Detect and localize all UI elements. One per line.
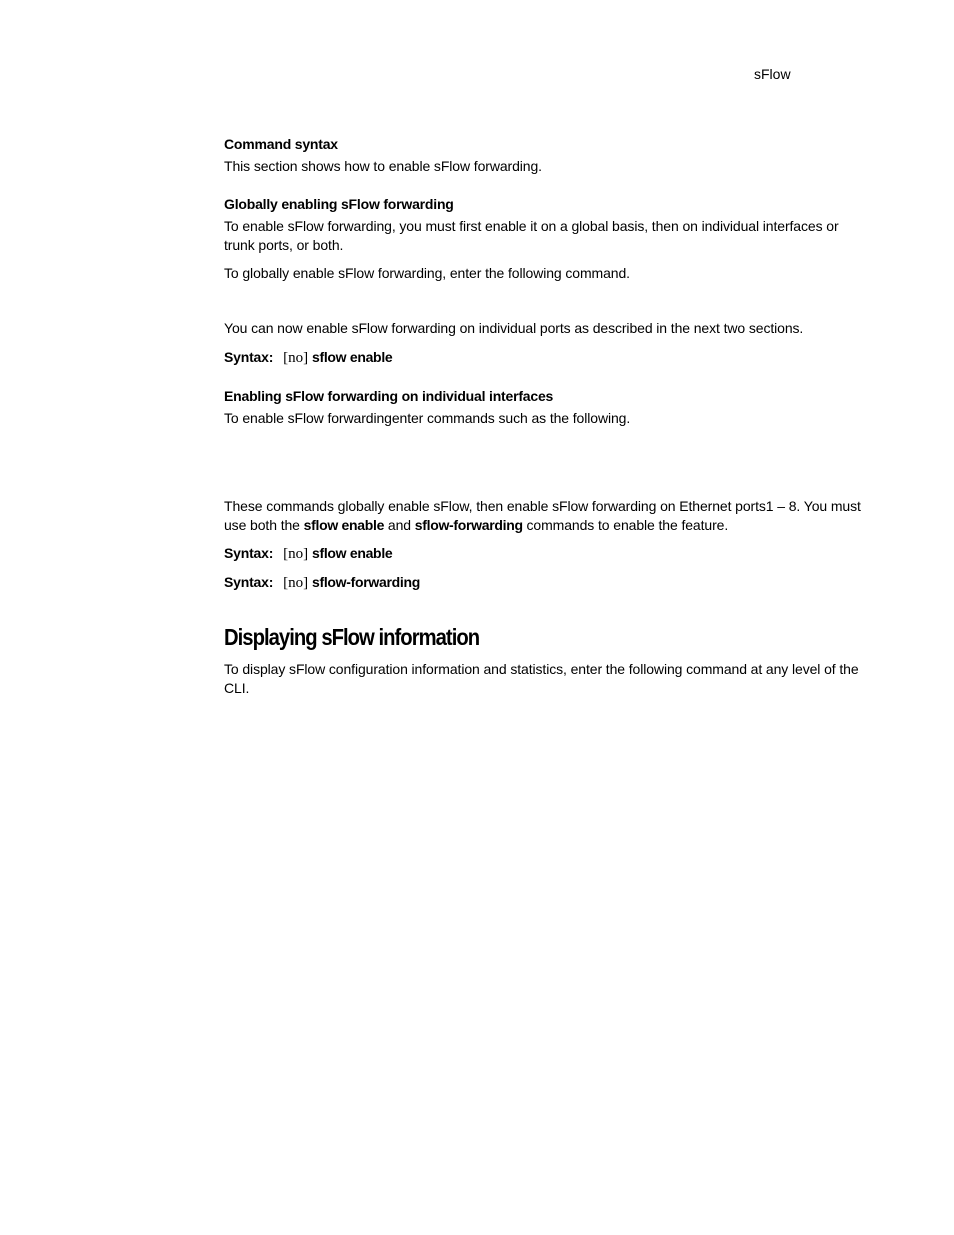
global-enable-para-3: You can now enable sFlow forwarding on individual ports as described in the next two sections. bbox=[224, 320, 804, 336]
command-syntax-heading: Command syntax bbox=[224, 136, 338, 152]
syntax-label: Syntax: bbox=[224, 545, 274, 561]
syntax-line-sflow-enable bbox=[224, 544, 868, 564]
syntax-command: sflow enable bbox=[311, 349, 393, 365]
syntax-command: sflow enable bbox=[311, 545, 393, 561]
interfaces-heading: Enabling sFlow forwarding on individual interfaces bbox=[224, 388, 554, 404]
running-header: sFlow bbox=[754, 66, 791, 82]
interfaces-explanation bbox=[224, 497, 868, 535]
displaying-sflow-intro: To display sFlow configuration information and statistics, enter the following command at any level of the CLI. bbox=[224, 661, 859, 696]
syntax-line-sflow-forwarding bbox=[224, 573, 868, 593]
global-enable-para-1: To enable sFlow forwarding, you must first enable it on a global basis, then on individual interfaces or trunk ports, or both. bbox=[224, 218, 839, 253]
global-enable-heading: Globally enabling sFlow forwarding bbox=[224, 196, 454, 212]
interfaces-explanation-part-1: These commands globally enable sFlow, then enable sFlow forwarding on Ethernet ports1 – 8. You must use both the bbox=[224, 498, 861, 533]
syntax-line-global bbox=[224, 348, 868, 368]
inline-command-sflow-enable: sflow enable bbox=[303, 517, 385, 533]
page-content bbox=[224, 135, 868, 698]
interfaces-explanation-part-2: commands to enable the feature. bbox=[526, 517, 729, 533]
syntax-label: Syntax: bbox=[224, 349, 274, 365]
syntax-optional-no: [no] bbox=[283, 546, 309, 562]
syntax-command: sflow-forwarding bbox=[311, 574, 420, 590]
syntax-label: Syntax: bbox=[224, 574, 274, 590]
inline-command-sflow-forwarding: sflow-forwarding bbox=[414, 517, 523, 533]
command-syntax-intro: This section shows how to enable sFlow forwarding. bbox=[224, 158, 542, 174]
global-enable-para-2: To globally enable sFlow forwarding, enter the following command. bbox=[224, 265, 630, 281]
syntax-optional-no: [no] bbox=[283, 350, 309, 366]
interfaces-intro: To enable sFlow forwardingenter commands such as the following. bbox=[224, 410, 631, 426]
interfaces-explanation-and: and bbox=[387, 517, 411, 533]
displaying-sflow-heading: Displaying sFlow information bbox=[224, 624, 480, 650]
syntax-optional-no: [no] bbox=[283, 575, 309, 591]
